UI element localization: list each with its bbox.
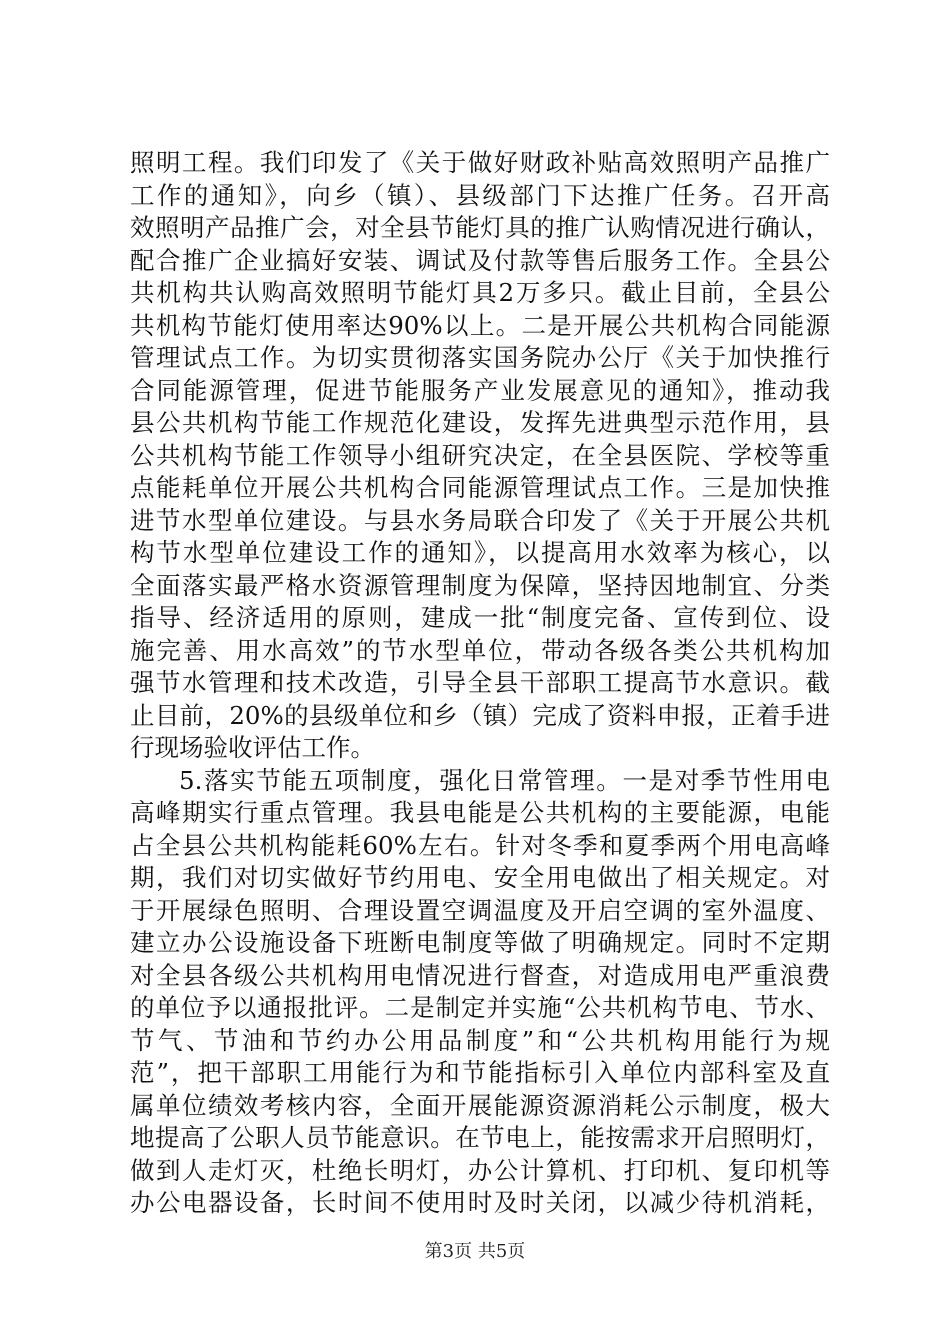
body-text (130, 147, 830, 1220)
text-line: 照明工程。我们印发了《关于做好财政补贴高效照明产品推广 (130, 148, 830, 177)
text-line: 点能耗单位开展公共机构合同能源管理试点工作。三是加快推 (130, 473, 830, 502)
text-line: 期，我们对切实做好节约用电、安全用电做出了相关规定。对 (130, 863, 830, 892)
text-line: 县公共机构节能工作规范化建设，发挥先进典型示范作用，县 (130, 408, 830, 437)
text-line: 于开展绿色照明、合理设置空调温度及开启空调的室外温度、 (130, 895, 830, 925)
text-line: 做到人走灯灭，杜绝长明灯，办公计算机、打印机、复印机等 (130, 1155, 830, 1185)
text-line: 指导、经济适用的原则，建成一批“制度完备、宣传到位、设 (130, 603, 830, 632)
text-line: 范”，把干部职工用能行为和节能指标引入单位内部科室及直 (130, 1058, 830, 1087)
text-line: 施完善、用水高效”的节水型单位，带动各级各类公共机构加 (130, 635, 830, 665)
text-line: 建立办公设施设备下班断电制度等做了明确规定。同时不定期 (130, 928, 830, 957)
text-line: 行现场验收评估工作。 (130, 733, 375, 762)
text-line: 管理试点工作。为切实贯彻落实国务院办公厅《关于加快推行 (130, 343, 830, 372)
text-line: 强节水管理和技术改造，引导全县干部职工提高节水意识。截 (130, 668, 830, 697)
text-line: 合同能源管理，促进节能服务产业发展意见的通知》，推动我 (130, 375, 830, 405)
text-line: 占全县公共机构能耗60%左右。针对冬季和夏季两个用电高峰 (130, 830, 830, 860)
text-line: 止目前，20%的县级单位和乡（镇）完成了资料申报，正着手进 (130, 700, 830, 730)
text-line: 构节水型单位建设工作的通知》，以提高用水效率为核心，以 (130, 538, 830, 567)
text-line: 对全县各级公共机构用电情况进行督查，对造成用电严重浪费 (130, 960, 830, 990)
text-line: 共机构节能灯使用率达90%以上。二是开展公共机构合同能源 (130, 310, 830, 340)
text-line: 属单位绩效考核内容，全面开展能源资源消耗公示制度，极大 (130, 1090, 830, 1120)
page-number-footer: 第3页 共5页 (424, 1241, 526, 1262)
text-line: 共机构共认购高效照明节能灯具2万多只。截止目前，全县公 (130, 278, 830, 307)
text-line: 效照明产品推广会，对全县节能灯具的推广认购情况进行确认， (130, 213, 830, 242)
text-line: 节气、节油和节约办公用品制度”和“公共机构用能行为规 (130, 1025, 830, 1055)
text-line: 高峰期实行重点管理。我县电能是公共机构的主要能源，电能 (130, 798, 830, 827)
text-line: 公共机构节能工作领导小组研究决定，在全县医院、学校等重 (130, 440, 830, 470)
text-line: 配合推广企业搞好安装、调试及付款等售后服务工作。全县公 (130, 245, 830, 275)
text-line: 工作的通知》，向乡（镇）、县级部门下达推广任务。召开高 (130, 180, 830, 210)
text-line: 地提高了公职人员节能意识。在节电上，能按需求开启照明灯， (130, 1123, 830, 1152)
text-line: 进节水型单位建设。与县水务局联合印发了《关于开展公共机 (130, 505, 830, 535)
text-line: 的单位予以通报批评。二是制定并实施“公共机构节电、节水、 (130, 993, 830, 1022)
paragraph-start-line: 5.落实节能五项制度，强化日常管理。一是对季节性用电 (179, 765, 830, 795)
text-line: 办公电器设备，长时间不使用时及时关闭，以减少待机消耗， (130, 1188, 830, 1217)
text-line: 全面落实最严格水资源管理制度为保障，坚持因地制宜、分类 (130, 570, 830, 600)
